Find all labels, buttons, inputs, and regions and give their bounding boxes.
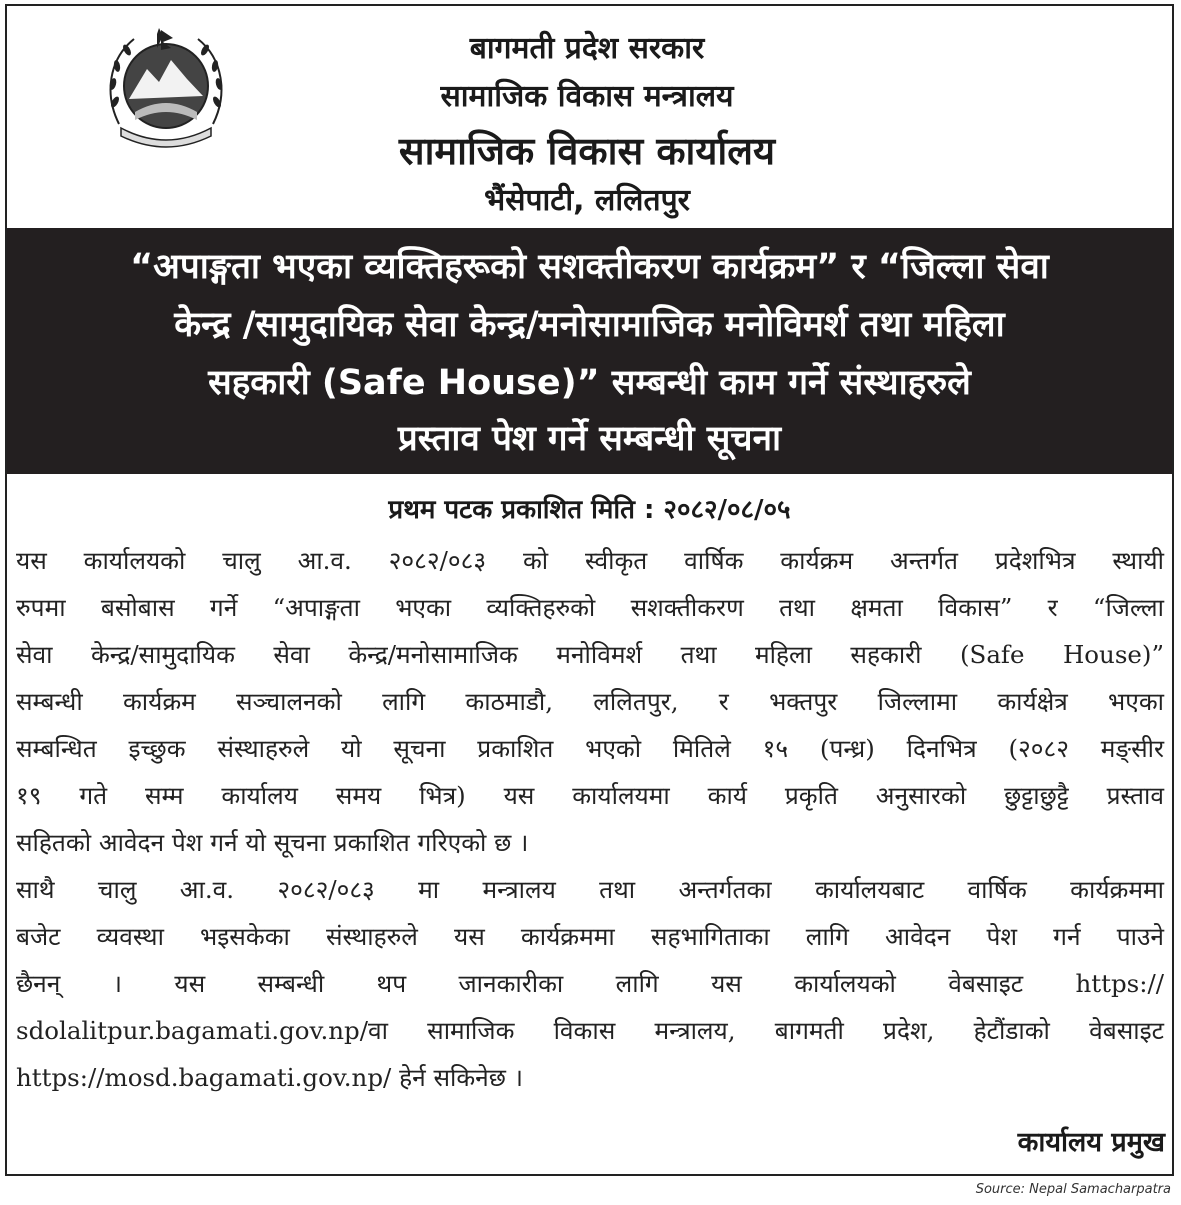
nepal-government-emblem-icon xyxy=(99,24,233,152)
body-line: https://mosd.bagamati.gov.np/ हेर्न सकिनेछ । xyxy=(16,1063,524,1092)
body-line: सम्बन्धी कार्यक्रम सञ्चालनको लागि काठमाडौ, ललितपुर, र भक्तपुर जिल्लामा कार्यक्षेत्र भएका xyxy=(16,687,1164,716)
ministry-name: सामाजिक विकास मन्त्रालय xyxy=(440,79,734,114)
signatory-title: कार्यालय प्रमुख xyxy=(1017,1127,1165,1158)
body-line: छैनन् । यस सम्बन्धी थप जानकारीका लागि यस कार्यालयको वेबसाइट https:// xyxy=(16,969,1164,998)
body-line: सम्बन्धित इच्छुक संस्थाहरुले यो सूचना प्रकाशित भएको मितिले १५ (पन्ध्र) दिनभित्र (२०८२ मङ्सीर xyxy=(16,734,1164,763)
body-line: सेवा केन्द्र/सामुदायिक सेवा केन्द्र/मनोसामाजिक मनोविमर्श तथा महिला सहकारी (Safe House)” xyxy=(16,640,1164,669)
government-name: बागमती प्रदेश सरकार xyxy=(469,31,705,66)
notice-title-banner xyxy=(7,228,1172,474)
body-line: सहितको आवेदन पेश गर्न यो सूचना प्रकाशित गरिएको छ । xyxy=(16,828,529,857)
body-line: यस कार्यालयको चालु आ.व. २०८२/०८३ को स्वीकृत वार्षिक कार्यक्रम अन्तर्गत प्रदेशभित्र स्थायी xyxy=(16,546,1164,575)
notice-title-line: “अपाङ्गता भएका व्यक्तिहरूको सशक्तीकरण कार्यक्रम” र “जिल्ला सेवा xyxy=(130,247,1049,287)
publication-date: प्रथम पटक प्रकाशित मिति : २०८२/०८/०५ xyxy=(388,495,791,525)
body-line: १९ गते सम्म कार्यालय समय भित्र) यस कार्यालयमा कार्य प्रकृति अनुसारको छुट्टाछुट्टै प्रस्ताव xyxy=(16,781,1164,810)
body-line: रुपमा बसोबास गर्ने “अपाङ्गता भएका व्यक्तिहरुको सशक्तीकरण तथा क्षमता विकास” र “जिल्ला xyxy=(16,593,1164,622)
body-line: साथै चालु आ.व. २०८२/०८३ मा मन्त्रालय तथा अन्तर्गतका कार्यालयबाट वार्षिक कार्यक्रममा xyxy=(16,875,1164,904)
office-name: सामाजिक विकास कार्यालय xyxy=(398,129,776,173)
notice-title-line: प्रस्ताव पेश गर्ने सम्बन्धी सूचना xyxy=(397,419,782,459)
notice-header xyxy=(7,6,1172,228)
notice-title-line: केन्द्र /सामुदायिक सेवा केन्द्र/मनोसामाजिक मनोविमर्श तथा महिला xyxy=(174,305,1005,345)
body-line: sdolalitpur.bagamati.gov.np/वा सामाजिक विकास मन्त्रालय, बागमती प्रदेश, हेटौंडाको वेबसाइट xyxy=(16,1016,1164,1045)
office-address: भैंसेपाटी, ललितपुर xyxy=(484,183,690,218)
source-credit: Source: Nepal Samacharpatra xyxy=(975,1182,1171,1197)
notice-title-line: सहकारी (Safe House)” सम्बन्धी काम गर्ने संस्थाहरुले xyxy=(208,363,971,403)
body-line: बजेट व्यवस्था भइसकेका संस्थाहरुले यस कार्यक्रममा सहभागिताका लागि आवेदन पेश गर्न पाउने xyxy=(16,922,1164,951)
